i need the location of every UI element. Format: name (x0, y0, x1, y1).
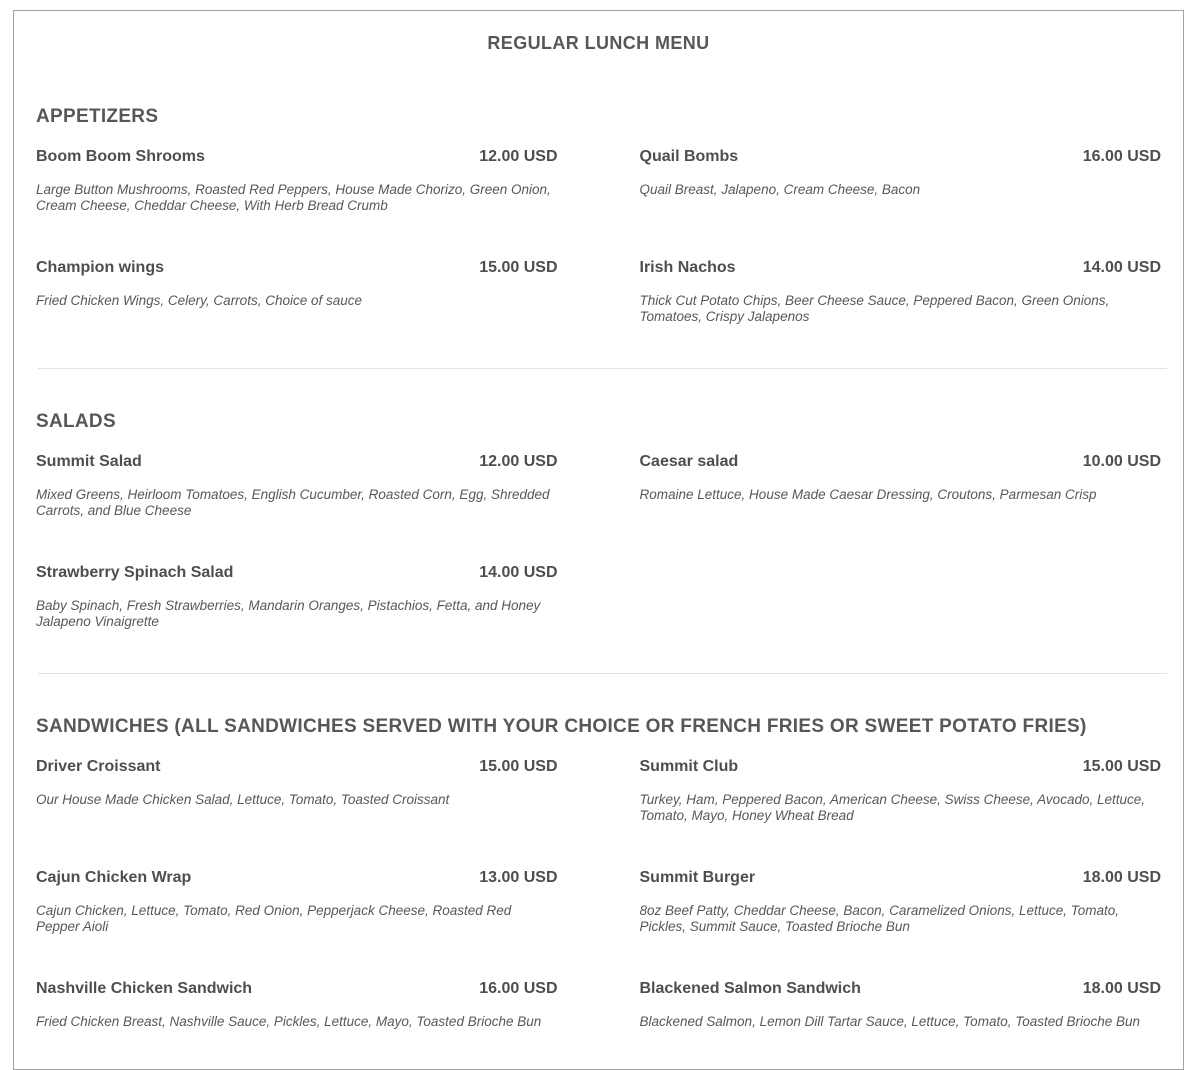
menu-item (640, 756, 1162, 823)
menu-item (36, 978, 558, 1044)
item-price: 10.00 USD (1082, 453, 1161, 470)
item-price: 15.00 USD (1082, 758, 1161, 775)
item-name: Nashville Chicken Sandwich (36, 980, 253, 997)
item-head (36, 146, 558, 168)
menu-item (640, 867, 1162, 934)
menu-item (36, 257, 558, 324)
menu-section (36, 104, 1161, 324)
item-price: 14.00 USD (1082, 259, 1161, 276)
item-name: Boom Boom Shrooms (36, 148, 205, 165)
item-description: Blackened Salmon, Lemon Dill Tartar Sauce, Lettuce, Tomato, Toasted Brioche Bun (639, 1014, 1141, 1029)
item-head (640, 146, 1162, 168)
item-description: Our House Made Chicken Salad, Lettuce, Tomato, Toasted Croissant (36, 792, 450, 807)
item-price: 12.00 USD (479, 148, 558, 165)
menu-item (36, 562, 558, 629)
item-name: Champion wings (36, 259, 164, 276)
item-name: Strawberry Spinach Salad (36, 564, 234, 581)
item-price: 15.00 USD (479, 758, 558, 775)
page-title: REGULAR LUNCH MENU (487, 33, 710, 53)
item-head (640, 867, 1162, 889)
menu-item (640, 978, 1162, 1044)
item-description: Quail Breast, Jalapeno, Cream Cheese, Bacon (639, 182, 921, 197)
item-description: Mixed Greens, Heirloom Tomatoes, English Cucumber, Roasted Corn, Egg, Shredded Carrots, and Blue Cheese (36, 487, 550, 518)
item-head (36, 257, 558, 279)
menu-section (36, 409, 1161, 629)
menu-item (36, 451, 558, 518)
item-head (640, 451, 1162, 473)
section-title: APPETIZERS (36, 106, 159, 127)
item-description: Turkey, Ham, Peppered Bacon, American Cheese, Swiss Cheese, Avocado, Lettuce, Tomato, Mayo, Honey Wheat Bread (639, 792, 1146, 823)
menu-section (36, 714, 1161, 1044)
section-items (36, 451, 1161, 629)
item-name: Blackened Salmon Sandwich (639, 980, 861, 997)
menu-item (640, 451, 1162, 518)
item-description: Large Button Mushrooms, Roasted Red Peppers, House Made Chorizo, Green Onion, Cream Cheese, Cheddar Cheese, With Herb Bread Crumb (36, 182, 551, 213)
section-items (36, 146, 1161, 324)
item-name: Driver Croissant (36, 758, 161, 775)
item-price: 16.00 USD (1082, 148, 1161, 165)
item-description: Thick Cut Potato Chips, Beer Cheese Sauce, Peppered Bacon, Green Onions, Tomatoes, Crispy Jalapenos (639, 293, 1110, 324)
item-head (640, 257, 1162, 279)
item-name: Summit Club (639, 758, 739, 775)
item-head (640, 978, 1162, 1000)
section-divider (38, 673, 1167, 674)
item-description: Romaine Lettuce, House Made Caesar Dressing, Croutons, Parmesan Crisp (639, 487, 1097, 502)
menu-item (36, 146, 558, 213)
menu-item (36, 867, 558, 934)
item-name: Quail Bombs (639, 148, 739, 165)
item-name: Irish Nachos (639, 259, 736, 276)
item-name: Caesar salad (639, 453, 739, 470)
section-title: SANDWICHES (ALL SANDWICHES SERVED WITH YOUR CHOICE OR FRENCH FRIES OR SWEET POTATO FRIES) (36, 716, 1087, 737)
item-price: 14.00 USD (479, 564, 558, 581)
item-description: Cajun Chicken, Lettuce, Tomato, Red Onion, Pepperjack Cheese, Roasted Red Pepper Aioli (36, 903, 512, 934)
item-head (36, 562, 558, 584)
item-price: 18.00 USD (1082, 869, 1161, 886)
item-description: Fried Chicken Breast, Nashville Sauce, Pickles, Lettuce, Mayo, Toasted Brioche Bun (36, 1014, 542, 1029)
item-name: Summit Salad (36, 453, 142, 470)
section-divider (38, 368, 1167, 369)
menu-item (36, 756, 558, 823)
item-name: Cajun Chicken Wrap (36, 869, 192, 886)
item-price: 15.00 USD (479, 259, 558, 276)
item-description: Fried Chicken Wings, Celery, Carrots, Choice of sauce (36, 293, 362, 308)
menu-page (13, 10, 1184, 1070)
item-price: 16.00 USD (479, 980, 558, 997)
item-description: Baby Spinach, Fresh Strawberries, Mandarin Oranges, Pistachios, Fetta, and Honey Jalapeno Vinaigrette (36, 598, 541, 629)
item-head (36, 756, 558, 778)
item-price: 12.00 USD (479, 453, 558, 470)
section-title: SALADS (36, 411, 116, 432)
item-name: Summit Burger (639, 869, 756, 886)
item-head (36, 451, 558, 473)
menu-item (640, 146, 1162, 213)
menu-item (640, 257, 1162, 324)
item-head (640, 756, 1162, 778)
section-items (36, 756, 1161, 1044)
menu-sections (36, 104, 1161, 1044)
item-price: 18.00 USD (1082, 980, 1161, 997)
item-description: 8oz Beef Patty, Cheddar Cheese, Bacon, Caramelized Onions, Lettuce, Tomato, Pickles, Summit Sauce, Toasted Brioche Bun (639, 903, 1120, 934)
item-head (36, 867, 558, 889)
item-price: 13.00 USD (479, 869, 558, 886)
item-head (36, 978, 558, 1000)
